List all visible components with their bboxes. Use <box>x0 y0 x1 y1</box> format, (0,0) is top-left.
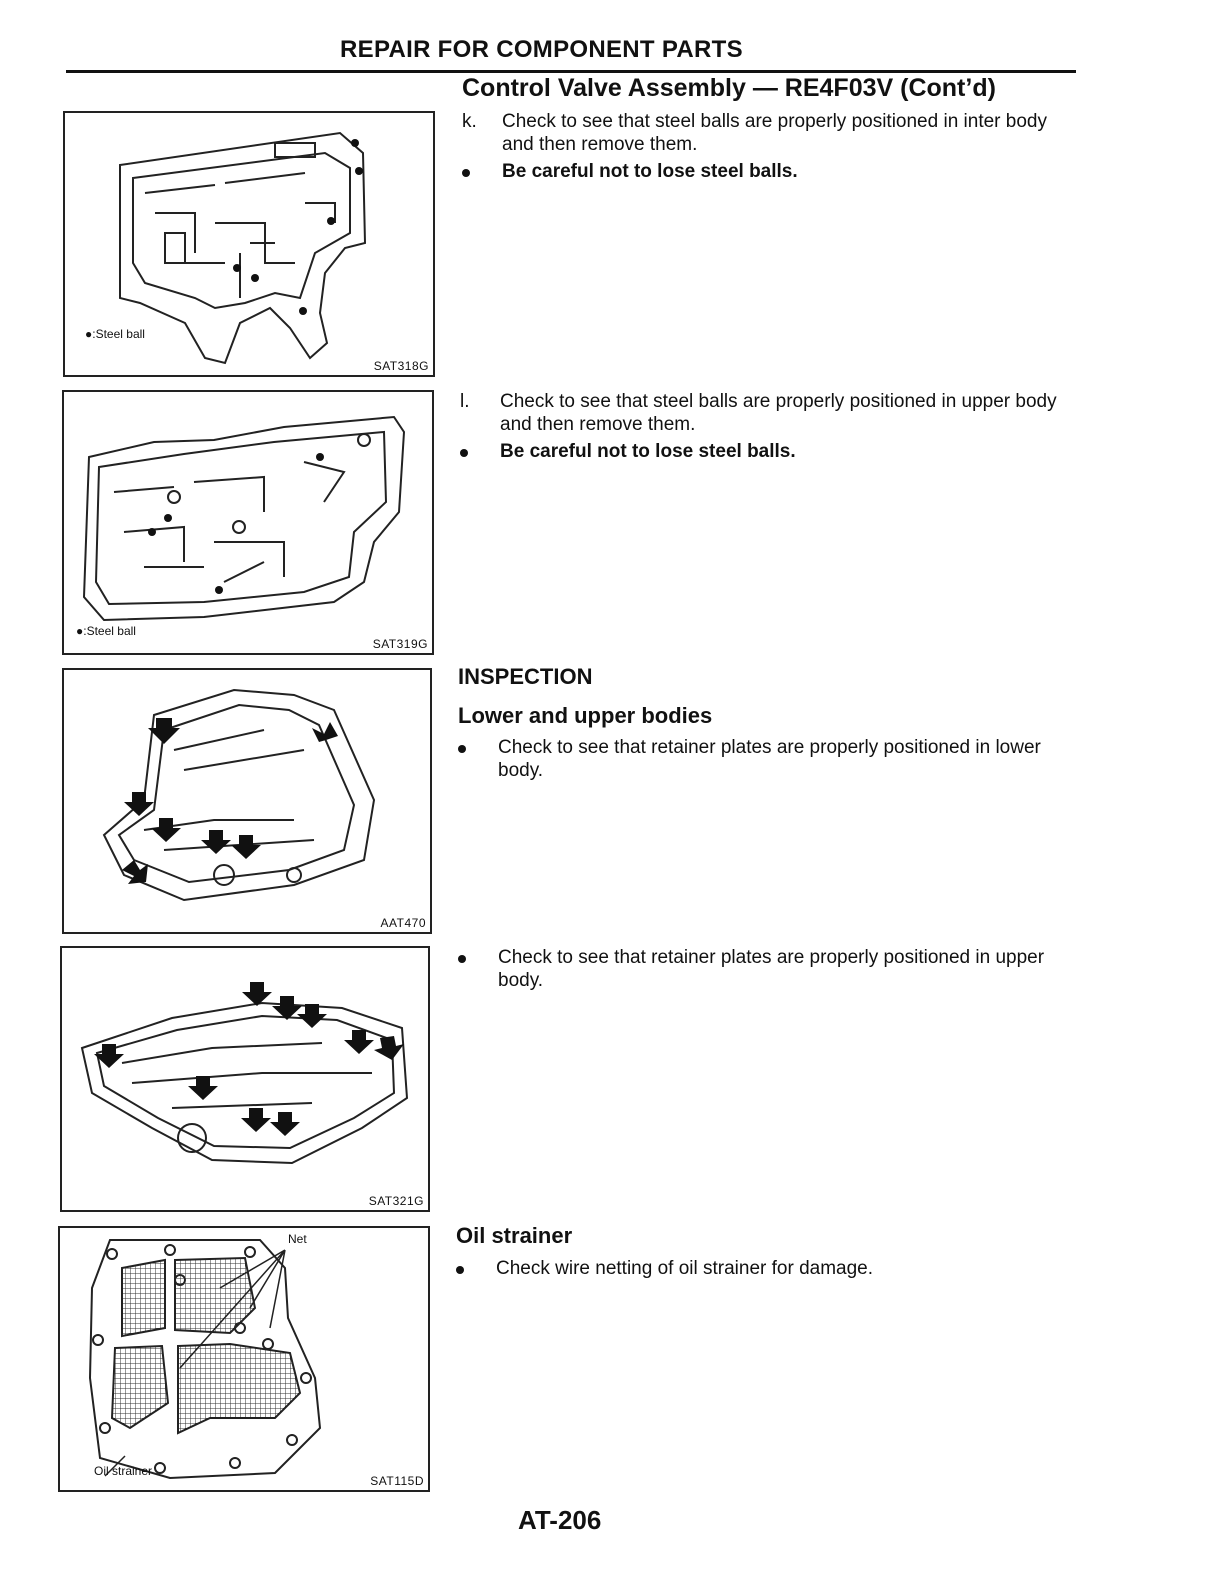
step-l <box>460 390 1080 440</box>
figure-code: SAT318G <box>373 359 429 373</box>
lower-body-check <box>458 736 1078 786</box>
section-title: REPAIR FOR COMPONENT PARTS <box>340 36 743 63</box>
oil-strainer-check <box>456 1257 1076 1283</box>
oil-strainer-diagram <box>60 1228 428 1490</box>
steel-ball-legend: :Steel ball <box>83 624 136 638</box>
upper-body-check <box>458 946 1078 996</box>
figure-code: SAT321G <box>368 1194 424 1208</box>
steel-ball-legend: :Steel ball <box>92 327 145 341</box>
page-subtitle: Control Valve Assembly — RE4F03V (Cont’d) <box>462 74 996 102</box>
figure-code: SAT115D <box>370 1474 424 1488</box>
lower-upper-bodies-heading: Lower and upper bodies <box>458 703 713 728</box>
step-k <box>462 110 1082 160</box>
header-rule <box>66 70 1076 73</box>
figure-lower-body-plates <box>62 668 432 934</box>
net-callout: Net <box>288 1232 307 1246</box>
page-number: AT-206 <box>518 1505 602 1535</box>
steel-ball-legend-symbol: ● <box>76 624 84 638</box>
step-k-text: Check to see that steel balls are properly positioned in inter body and then remove them. <box>502 111 1047 155</box>
bullet-icon <box>458 745 466 753</box>
figure-upper-body-plates <box>60 946 430 1212</box>
lower-body-diagram <box>64 670 430 932</box>
step-l-marker: l. <box>460 391 470 412</box>
upper-body-plates-diagram <box>62 948 428 1210</box>
figure-code: AAT470 <box>380 916 426 930</box>
step-l-caution-text: Be careful not to lose steel balls. <box>500 441 796 462</box>
step-k-caution <box>462 160 1082 184</box>
step-k-caution-text: Be careful not to lose steel balls. <box>502 161 798 182</box>
bullet-icon <box>460 449 468 457</box>
figure-inter-body <box>63 111 435 377</box>
step-l-caution <box>460 440 1080 464</box>
figure-oil-strainer <box>58 1226 430 1492</box>
upper-body-check-text: Check to see that retainer plates are properly positioned in upper body. <box>498 947 1045 991</box>
upper-body-diagram <box>64 392 432 653</box>
inspection-heading: INSPECTION <box>458 664 593 689</box>
figure-upper-body <box>62 390 434 655</box>
steel-ball-legend-symbol: ● <box>85 327 93 341</box>
figure-code: SAT319G <box>372 637 428 651</box>
oil-strainer-heading: Oil strainer <box>456 1223 573 1248</box>
bullet-icon <box>458 955 466 963</box>
lower-body-check-text: Check to see that retainer plates are properly positioned in lower body. <box>498 737 1041 781</box>
oil-strainer-callout: Oil strainer <box>94 1464 153 1478</box>
step-k-marker: k. <box>462 111 477 132</box>
step-l-text: Check to see that steel balls are properly positioned in upper body and then remove them. <box>500 391 1057 435</box>
bullet-icon <box>456 1266 464 1274</box>
oil-strainer-check-text: Check wire netting of oil strainer for damage. <box>496 1258 874 1279</box>
bullet-icon <box>462 169 470 177</box>
